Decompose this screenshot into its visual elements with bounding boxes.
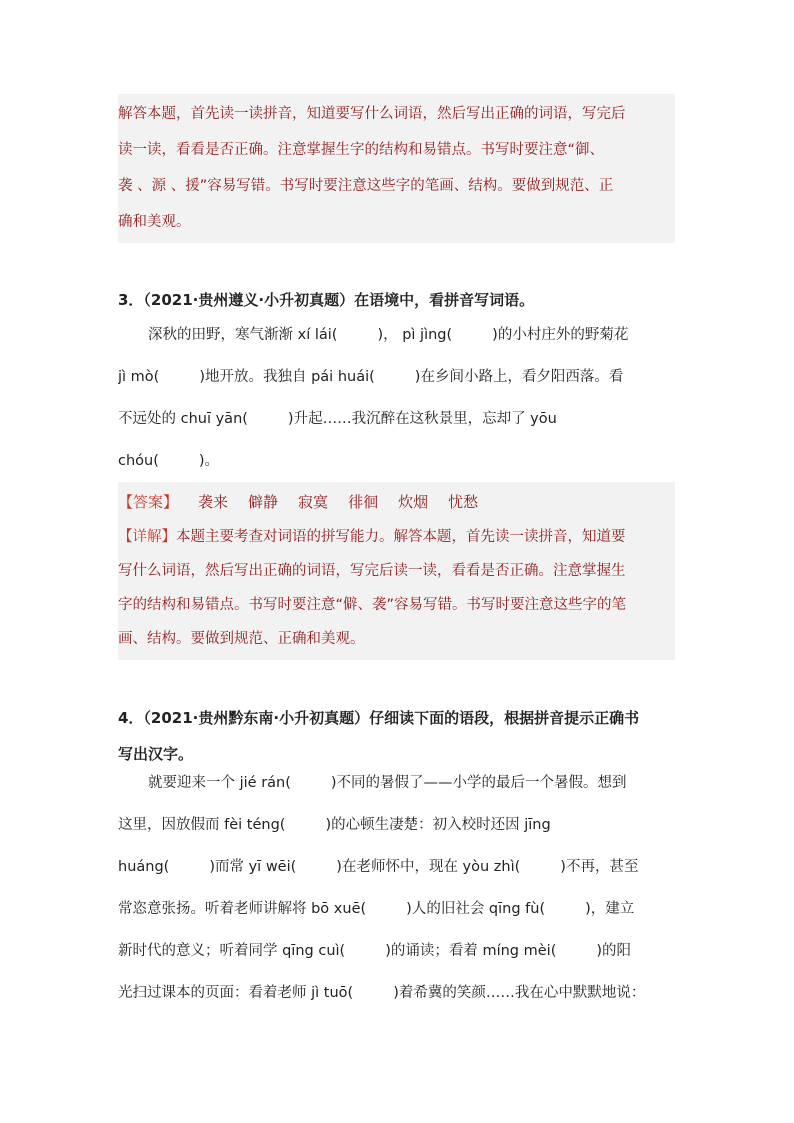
answer-word: 徘徊 xyxy=(348,493,379,511)
passage-text: huáng( xyxy=(118,859,170,875)
passage-text: jì mò( xyxy=(118,369,160,385)
question-3-passage xyxy=(118,314,675,482)
passage-line xyxy=(118,804,675,846)
passage-line xyxy=(118,888,675,930)
question-4-passage xyxy=(118,762,675,1014)
explanation-text xyxy=(118,96,675,240)
answer-word: 炊烟 xyxy=(398,493,429,511)
explanation-line: 袭 、源 、援”容易写错。书写时要注意这些字的笔画、结构。要做到规范、正 xyxy=(118,178,614,194)
passage-line xyxy=(118,930,675,972)
passage-text: )在老师怀中，现在 yòu zhì( xyxy=(336,859,521,875)
passage-text: )，建立 xyxy=(585,901,635,917)
passage-text: )不同的暑假了——小学的最后一个暑假。想到 xyxy=(330,775,627,791)
passage-text: )人的旧社会 qīng fù( xyxy=(406,901,546,917)
passage-text: )不再，甚至 xyxy=(560,859,639,875)
passage-text: chóu( xyxy=(118,453,159,469)
explanation-line: 读一读，看看是否正确。注意掌握生字的结构和易错点。书写时要注意“御、 xyxy=(118,142,605,158)
detail-line xyxy=(118,520,675,554)
detail-label: 【详解】 xyxy=(118,529,176,545)
passage-text: 常恣意张扬。听着老师讲解将 bō xuē( xyxy=(118,901,367,917)
passage-text: )着希冀的笑颜……我在心中默默地说： xyxy=(393,985,646,1001)
detail-text xyxy=(118,520,675,656)
explanation-line: 确和美观。 xyxy=(118,214,191,230)
passage-text: 不远处的 chuī yān( xyxy=(118,411,248,427)
passage-text: )在乡间小路上，看夕阳西落。看 xyxy=(414,369,624,385)
passage-text: )的小村庄外的野菊花 xyxy=(492,327,629,343)
passage-line xyxy=(118,356,675,398)
answer-word: 寂寞 xyxy=(298,493,329,511)
passage-text: 深秋的田野，寒气渐渐 xí lái( xyxy=(148,327,338,343)
answer-word: 忧愁 xyxy=(448,493,479,511)
passage-text: )的心顿生凄楚：初入校时还因 jīng xyxy=(325,817,551,833)
passage-text: )。 xyxy=(198,453,220,469)
title-line: 4．（2021·贵州黔东南·小升初真题）仔细读下面的语段，根据拼音提示正确书 xyxy=(118,709,640,727)
answer-word: 僻静 xyxy=(248,493,279,511)
answer-label: 【答案】 xyxy=(118,493,179,511)
passage-text: 就要迎来一个 jié rán( xyxy=(148,775,291,791)
passage-text: 光扫过课本的页面：看着老师 jì tuō( xyxy=(118,985,354,1001)
passage-text: )升起……我沉醉在这秋景里，忘却了 yōu xyxy=(287,411,557,427)
question-3-answer-block xyxy=(118,482,675,660)
passage-line xyxy=(118,440,675,482)
passage-line xyxy=(118,972,675,1014)
detail-text-part: 本题主要考查对词语的拼写能力。解答本题，首先读一读拼音，知道要 xyxy=(176,529,626,545)
detail-line: 画、结构。要做到规范、正确和美观。 xyxy=(118,631,365,647)
passage-text: )， pì jìng( xyxy=(377,327,453,343)
detail-line: 写什么词语，然后写出正确的词语，写完后读一读，看看是否正确。注意掌握生 xyxy=(118,563,626,579)
passage-line xyxy=(118,846,675,888)
passage-text: )而常 yī wēi( xyxy=(209,859,297,875)
answer-word: 袭来 xyxy=(198,493,229,511)
passage-text: 新时代的意义；听着同学 qīng cuì( xyxy=(118,943,346,959)
passage-line xyxy=(118,314,675,356)
title-line: 写出汉字。 xyxy=(118,745,194,763)
passage-line xyxy=(118,398,675,440)
passage-text: 这里，因放假而 fèi téng( xyxy=(118,817,286,833)
passage-text: )的诵读；看着 míng mèi( xyxy=(385,943,557,959)
explanation-line: 解答本题，首先读一读拼音，知道要写什么词语，然后写出正确的词语，写完后 xyxy=(118,106,626,122)
explanation-block xyxy=(118,94,675,243)
question-3-title: 3．（2021·贵州遵义·小升初真题）在语境中，看拼音写词语。 xyxy=(118,291,535,309)
detail-line: 字的结构和易错点。书写时要注意“僻、袭”容易写错。书写时要注意这些字的笔 xyxy=(118,597,627,613)
answer-row xyxy=(118,484,675,520)
passage-line xyxy=(118,762,675,804)
passage-text: )地开放。我独自 pái huái( xyxy=(199,369,375,385)
passage-text: )的阳 xyxy=(596,943,632,959)
